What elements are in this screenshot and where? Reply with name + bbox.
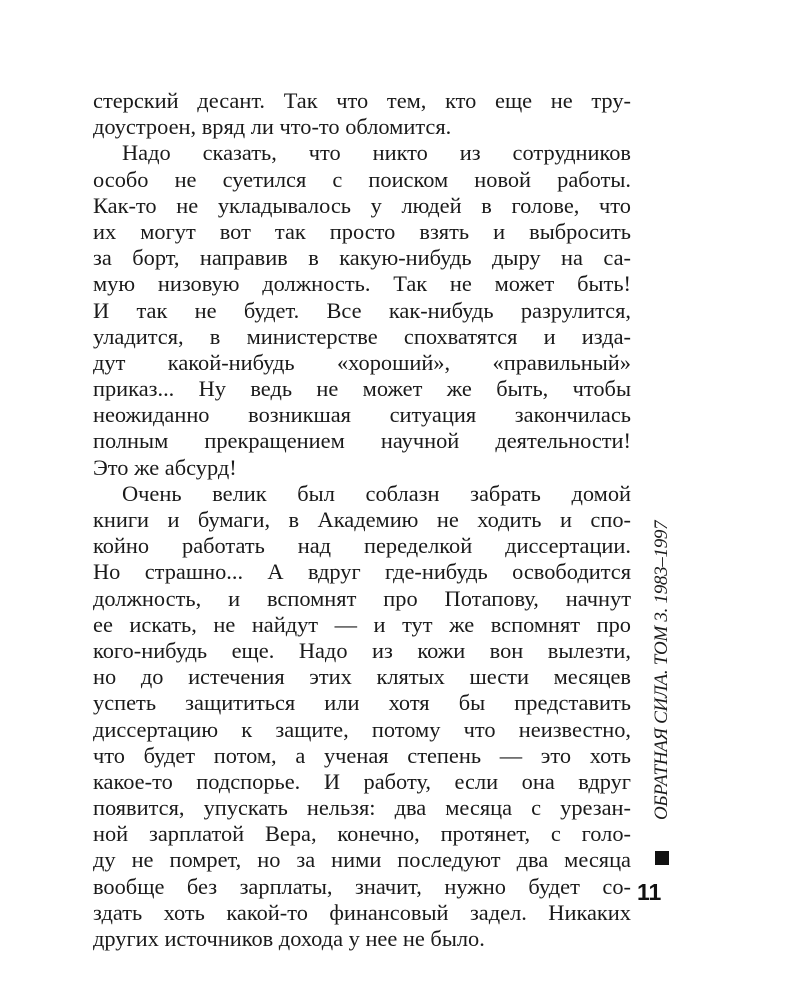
text-line: что будет потом, а ученая степень — это хоть bbox=[93, 742, 631, 768]
text-line: Надо сказать, что никто из сотрудников bbox=[122, 140, 631, 166]
square-marker bbox=[655, 851, 669, 865]
text-line: ду не помрет, но за ними последуют два месяца bbox=[93, 847, 631, 873]
text-line: за борт, направив в какую-нибудь дыру на са- bbox=[93, 245, 631, 271]
text-line: книги и бумаги, в Академию не ходить и спо- bbox=[93, 507, 631, 532]
text-line: здать хоть какой-то финансовый задел. Никаких bbox=[93, 899, 631, 925]
text-line: появится, упускать нельзя: два месяца с урезан- bbox=[93, 795, 631, 821]
text-line: стерский десант. Так что тем, кто еще не тру- bbox=[93, 88, 631, 113]
text-line: их могут вот так просто взять и выбросить bbox=[93, 218, 631, 244]
text-line: других источников дохода у нее не было. bbox=[93, 926, 485, 951]
text-line: койно работать над переделкой диссертации. bbox=[93, 533, 631, 559]
text-line: но до истечения этих клятых шести месяцев bbox=[93, 664, 631, 690]
text-line: полным прекращением научной деятельности! bbox=[93, 428, 631, 454]
text-line: должность, и вспомнят про Потапову, начнут bbox=[93, 585, 631, 611]
text-line: мую низовую должность. Так не может быть! bbox=[93, 271, 631, 297]
text-line: вообще без зарплаты, значит, нужно будет со- bbox=[93, 873, 631, 899]
page-number: 11 bbox=[637, 879, 662, 905]
text-line: ной зарплатой Вера, конечно, протянет, с голо- bbox=[93, 821, 631, 847]
text-line: приказ... Ну ведь не может же быть, чтобы bbox=[93, 376, 631, 402]
text-line: какое-то подспорье. И работу, если она вдруг bbox=[93, 768, 631, 794]
text-line: Очень велик был соблазн забрать домой bbox=[122, 480, 631, 506]
text-line: диссертацию к защите, потому что неизвестно, bbox=[93, 716, 631, 742]
text-line: Это же абсурд! bbox=[93, 454, 237, 480]
text-line: И так не будет. Все как-нибудь разрулится, bbox=[93, 297, 631, 323]
running-title: ОБРАТНАЯ СИЛА. ТОМ 3. 1983–1997 bbox=[651, 520, 672, 820]
text-line: неожиданно возникшая ситуация закончилась bbox=[93, 402, 631, 428]
text-line: доустроен, вряд ли что-то обломится. bbox=[93, 114, 452, 140]
text-line: успеть защититься или хотя бы представить bbox=[93, 690, 631, 716]
text-line: особо не суетился с поиском новой работы. bbox=[93, 166, 631, 192]
text-line: Но страшно... А вдруг где-нибудь освободится bbox=[93, 559, 631, 585]
text-line: Как-то не укладывалось у людей в голове, что bbox=[93, 192, 631, 218]
body-text bbox=[93, 88, 631, 952]
text-line: ее искать, не найдут — и тут же вспомнят про bbox=[93, 611, 631, 637]
text-line: уладится, в министерстве спохватятся и изда- bbox=[93, 323, 631, 349]
text-line: дут какой-нибудь «хороший», «правильный» bbox=[93, 349, 631, 375]
text-line: кого-нибудь еще. Надо из кожи вон вылезти, bbox=[93, 637, 631, 663]
